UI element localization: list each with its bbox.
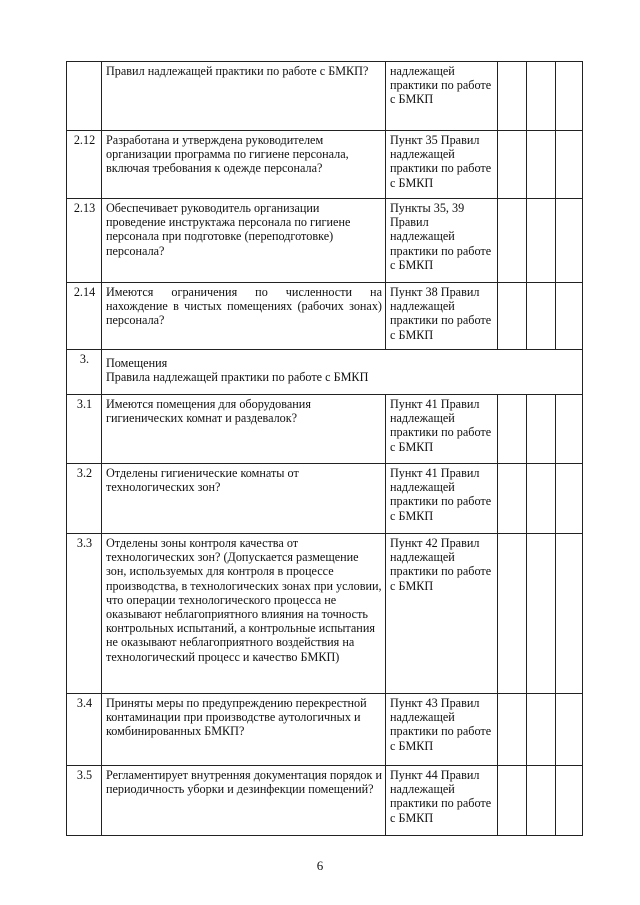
section-title: Помещения [106,356,168,370]
row-number: 3.5 [67,766,102,836]
answer-yes-cell[interactable] [498,464,527,534]
answer-na-cell[interactable] [556,464,583,534]
row-number: 2.13 [67,199,102,283]
table-row [67,464,583,534]
row-number: 2.12 [67,131,102,199]
answer-no-cell[interactable] [527,62,556,131]
row-number: 3.3 [67,534,102,694]
question-text: Отделены гигиенические комнаты от технологических зон? [102,464,386,534]
reference-text: надлежащей практики по работе с БМКП [386,62,498,131]
table-row [67,62,583,131]
reference-text: Пункт 38 Правил надлежащей практики по работе с БМКП [386,283,498,350]
question-text: Имеются ограничения по численности на нахождение в чистых помещениях (рабочих зонах) персонала? [102,283,386,350]
row-number: 2.14 [67,283,102,350]
question-text: Разработана и утверждена руководителем организации программа по гигиене персонала, включая требования к одежде персонала? [102,131,386,199]
answer-no-cell[interactable] [527,534,556,694]
answer-no-cell[interactable] [527,131,556,199]
section-subtitle: Правила надлежащей практики по работе с БМКП [106,370,369,385]
reference-text: Пункты 35, 39 Правил надлежащей практики по работе с БМКП [386,199,498,283]
answer-na-cell[interactable] [556,283,583,350]
answer-na-cell[interactable] [556,766,583,836]
answer-yes-cell[interactable] [498,62,527,131]
checklist-table [66,61,583,836]
row-number [67,62,102,131]
question-text: Имеются помещения для оборудования гигиенических комнат и раздевалок? [102,395,386,464]
table-row [67,283,583,350]
table-row [67,395,583,464]
table-row [67,534,583,694]
answer-na-cell[interactable] [556,534,583,694]
answer-na-cell[interactable] [556,199,583,283]
answer-yes-cell[interactable] [498,395,527,464]
row-number: 3.2 [67,464,102,534]
table-row [67,131,583,199]
row-number: 3.4 [67,694,102,766]
answer-no-cell[interactable] [527,464,556,534]
reference-text: Пункт 43 Правил надлежащей практики по работе с БМКП [386,694,498,766]
question-text: Регламентирует внутренняя документация порядок и периодичность уборки и дезинфекции помещений? [102,766,386,836]
answer-na-cell[interactable] [556,694,583,766]
table-row [67,199,583,283]
answer-no-cell[interactable] [527,694,556,766]
question-text: Приняты меры по предупреждению перекрестной контаминации при производстве аутологичных и комбинированных БМКП? [102,694,386,766]
question-text: Отделены зоны контроля качества от технологических зон? (Допускается размещение зон, используемых для контроля в процессе производства, в технологических зонах при условии, что операции технологического процесса не оказывают неблагоприятного влияния на точность контрольных испытаний, а контрольные испытания не оказывают неблагоприятного воздействия на технологический процесс и качество БМКП) [102,534,386,694]
answer-yes-cell[interactable] [498,534,527,694]
page-number: 6 [316,858,324,873]
reference-text: Пункт 41 Правил надлежащей практики по работе с БМКП [386,464,498,534]
row-number: 3.1 [67,395,102,464]
answer-na-cell[interactable] [556,395,583,464]
table-row [67,694,583,766]
reference-text: Пункт 41 Правил надлежащей практики по работе с БМКП [386,395,498,464]
question-text: Обеспечивает руководитель организации проведение инструктажа персонала по гигиене персонала при подготовке (переподготовке) персонала? [102,199,386,283]
reference-text: Пункт 35 Правил надлежащей практики по работе с БМКП [386,131,498,199]
answer-na-cell[interactable] [556,131,583,199]
answer-yes-cell[interactable] [498,766,527,836]
answer-no-cell[interactable] [527,395,556,464]
reference-text: Пункт 44 Правил надлежащей практики по работе с БМКП [386,766,498,836]
section-header [102,350,583,395]
answer-yes-cell[interactable] [498,131,527,199]
answer-no-cell[interactable] [527,283,556,350]
section-row [67,350,583,395]
answer-yes-cell[interactable] [498,283,527,350]
answer-no-cell[interactable] [527,766,556,836]
answer-no-cell[interactable] [527,199,556,283]
section-number: 3. [67,350,102,395]
answer-yes-cell[interactable] [498,694,527,766]
answer-yes-cell[interactable] [498,199,527,283]
table-row [67,766,583,836]
question-text: Правил надлежащей практики по работе с БМКП? [102,62,386,131]
answer-na-cell[interactable] [556,62,583,131]
reference-text: Пункт 42 Правил надлежащей практики по работе с БМКП [386,534,498,694]
